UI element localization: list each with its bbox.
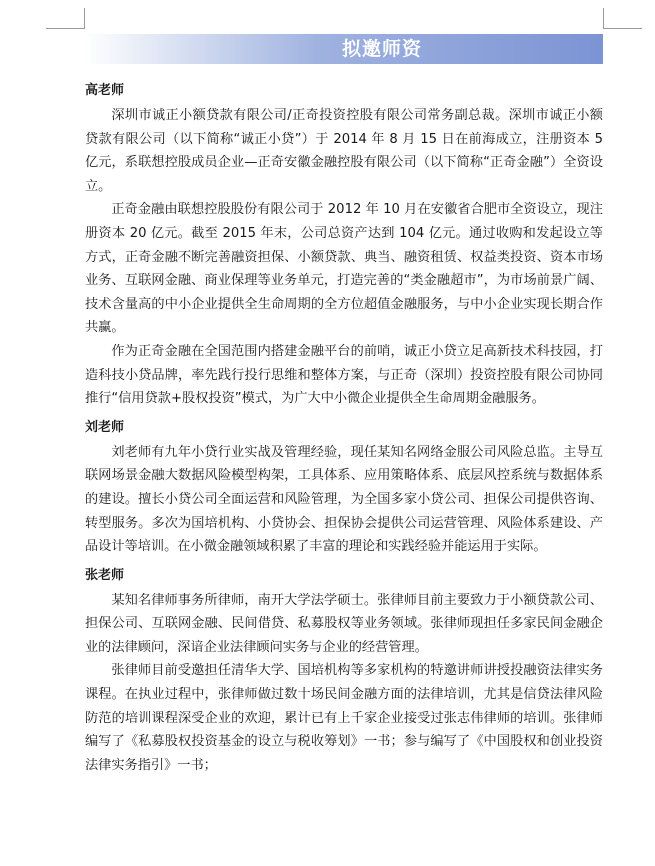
teacher-paragraph: 深圳市诚正小额贷款有限公司/正奇投资控股有限公司常务副总裁。深圳市诚正小额贷款有限公司（以下简称“诚正小贷”）于 2014 年 8 月 15 日在前海成立，注册资本 5 亿元，系联想控股成员企业—正奇安徽金融控股有限公司（以下简称“正奇金融”）全资设立。: [85, 108, 603, 194]
teacher-name: 张老师: [85, 567, 125, 583]
teacher-paragraph: 作为正奇金融在全国范围内搭建金融平台的前哨，诚正小贷立足高新技术科技园，打造科技小贷品牌，率先践行投行思维和整体方案，与正奇（深圳）投资控股有限公司协同推行“信用贷款+股权投资”模式，为广大中小微企业提供全生命周期金融服务。: [85, 343, 603, 407]
teacher-list: [85, 78, 603, 783]
teacher-paragraph: 正奇金融由联想控股股份有限公司于 2012 年 10 月在安徽省合肥市全资设立，现注册资本 20 亿元。截至 2015 年末，公司总资产达到 104 亿元。通过收购和发起设立等方式，正奇金融不断完善融资担保、小额贷款、典当、融资租赁、权益类投资、资本市场业务、互联网金融、商业保理等业务单元，打造完善的“类金融超市”，为市场前景广阔、技术含量高的中小企业提供全生命周期的全方位超值金融服务，与中小企业实现长期合作共赢。: [85, 202, 603, 336]
teacher-paragraph: 张律师目前受邀担任清华大学、国培机构等多家机构的特邀讲师讲授投融资法律实务课程。在执业过程中，张律师做过数十场民间金融方面的法律培训，尤其是信贷法律风险防范的培训课程深受企业的欢迎，累计已有上千家企业接受过张志伟律师的培训。张律师编写了《私募股权投资基金的设立与税收筹划》一书；参与编写了《中国股权和创业投资法律实务指引》一书；: [85, 663, 603, 773]
teacher-paragraph: 刘老师有九年小贷行业实战及管理经验，现任某知名网络金服公司风险总监。主导互联网场景金融大数据风险模型构架，工具体系、应用策略体系、底层风控系统与数据体系的建设。擅长小贷公司全面运营和风险管理，为全国多家小贷公司、担保公司提供咨询、转型服务。多次为国培机构、小贷协会、担保协会提供公司运营管理、风险体系建设、产品设计等培训。在小微金融领域积累了丰富的理论和实践经验并能运用于实际。: [85, 444, 603, 555]
crop-mark-top-left: [46, 8, 85, 29]
teacher-section-gao: [85, 80, 603, 411]
crop-mark-top-right: [603, 8, 642, 29]
teacher-section-zhang: [85, 565, 603, 778]
teacher-name: 高老师: [85, 83, 125, 98]
teacher-section-liu: [85, 417, 603, 559]
teacher-name: 刘老师: [85, 419, 125, 435]
teacher-paragraph: 某知名律师事务所律师，南开大学法学硕士。张律师目前主要致力于小额贷款公司、担保公司、互联网金融、民间借贷、私募股权等业务领域。张律师现担任多家民间金融企业的法律顾问，深谙企业法律顾问实务与企业的经营管理。: [85, 592, 603, 655]
section-banner: [85, 34, 603, 64]
page-title: 拟邀师资: [341, 38, 422, 60]
